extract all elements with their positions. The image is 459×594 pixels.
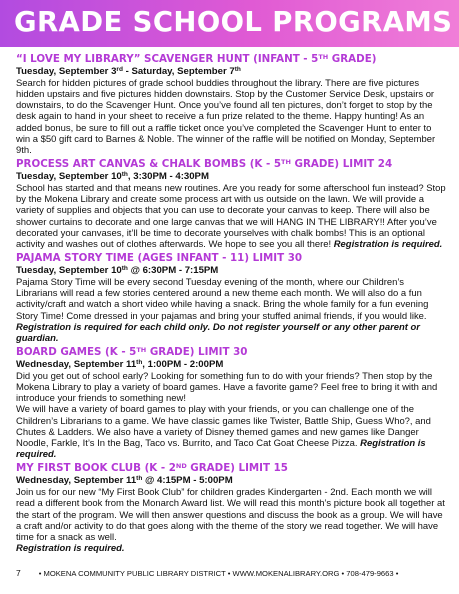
program-pajama-story-time [16,252,446,344]
program-description: Join us for our new “My First Book Club” for children grades Kindergarten - 2nd. Each month we will read a different book from the Monarch Award list. We will read this month’s picture book all together at the start of the program. We will then answer questions and discuss the book as a group. We will have a craft and/or activity to do that goes along with the theme of the story we read together. We will have time for a snack as well. Registration is required. [16,487,445,554]
program-scavenger-hunt [16,53,446,156]
registration-note: Registration is required for each child only. Do not register yourself or any other parent or guardian. [16,321,420,344]
program-description: School has started and that means new routines. Are you ready for some afterschool fun instead? Stop by the Mokena Library and create some process art with us outside on the lawn. We will provide a variety of supplies and objects that you can use to decorate your canvas to keep. There will also be shower curtains to decorate and one large canvas that we will HANG IN THE LIBRARY!! After you’ve decorated your canvases, it’ll be time to decorate yourselves with chalk bombs! This is an optional activity and washes out of clothes afterwards. We hope to see you all there! Registration is required. [16,183,446,250]
registration-note: Registration is required. [333,238,443,250]
program-title: PROCESS ART CANVAS & CHALK BOMBS (K - 5TH GRADE) LIMIT 24 [16,158,393,171]
program-process-art [16,158,446,250]
page-title: GRADE SCHOOL PROGRAMS [14,6,453,38]
program-board-games [16,346,446,460]
page-banner [0,0,459,47]
program-date: Tuesday, September 10th, 3:30PM - 4:30PM [16,171,209,183]
program-title: BOARD GAMES (K - 5TH GRADE) LIMIT 30 [16,345,248,358]
program-description: Did you get out of school early? Looking for something fun to do with your friends? Then stop by the Mokena Library to play a variety of board games. Have a favorite game? Feel free to bring it with and introduce your friends to something new! We will have a variety of board games to play with your friends, or you can challenge one of the Children’s Librarians to a game. We have classic games like Twister, Battle Ship, Guess Who?, and Chutes & Ladders. We also have a variety of Disney themed games and new games like Danger Noodle, Farkle, It’s In the Bag, Taco vs. Burrito, and Taco Cat Goat Cheese Pizza. Registration is required. [16,370,438,461]
program-date: Wednesday, September 11th @ 4:15PM - 5:00PM [16,475,233,487]
registration-note: Registration is required. [16,543,125,554]
program-date: Tuesday, September 3rd - Saturday, September 7th [16,66,241,77]
program-title: “I LOVE MY LIBRARY” SCAVENGER HUNT (INFANT - 5TH GRADE) [16,53,377,65]
registration-note: Registration is required. [16,437,426,461]
footer-contact: • MOKENA COMMUNITY PUBLIC LIBRARY DISTRICT • WWW.MOKENALIBRARY.ORG • 708-479-9663 • [38,569,399,578]
program-date: Tuesday, September 10th @ 6:30PM - 7:15PM [16,265,219,277]
program-title: PAJAMA STORY TIME (AGES INFANT - 11) LIMIT 30 [16,252,303,265]
program-description: Search for hidden pictures of grade school buddies throughout the library. There are five pictures hidden upstairs and five pictures hidden downstairs. Stop by the Customer Service Desk, upstairs or downstairs, to do the Scavenger Hunt. Once you’ve found all ten pictures, don’t forget to stop by the desk again to hand in your sheet to receive a fun prize related to the theme. Happy hunting! As an added bonus, be sure to fill out a raffle ticket once you’ve completed the Scavenger Hunt to enter to win a $50 gift card to Barnes & Noble. The winner of the raffle will be notified on Monday, September 9th. [16,78,436,156]
program-date: Wednesday, September 11th, 1:00PM - 2:00PM [16,358,224,370]
program-title: MY FIRST BOOK CLUB (K - 2ND GRADE) LIMIT 15 [16,462,288,475]
program-list [16,53,446,556]
program-book-club [16,462,446,554]
page-number: 7 [16,568,21,578]
page-footer [16,568,446,578]
program-description: Pajama Story Time will be every second Tuesday evening of the month, where our Children’s Librarians will read a few stories centered around a new theme each month. We will also do a fun activity/craft and watch a short video while having a snack. Bring the whole family for a fun evening Story Time! Come dressed in your pajamas and bring your stuffed animal friends, if you would like. Registration is required for each child only. Do not register yourself or any other parent or guardian. [16,277,429,344]
